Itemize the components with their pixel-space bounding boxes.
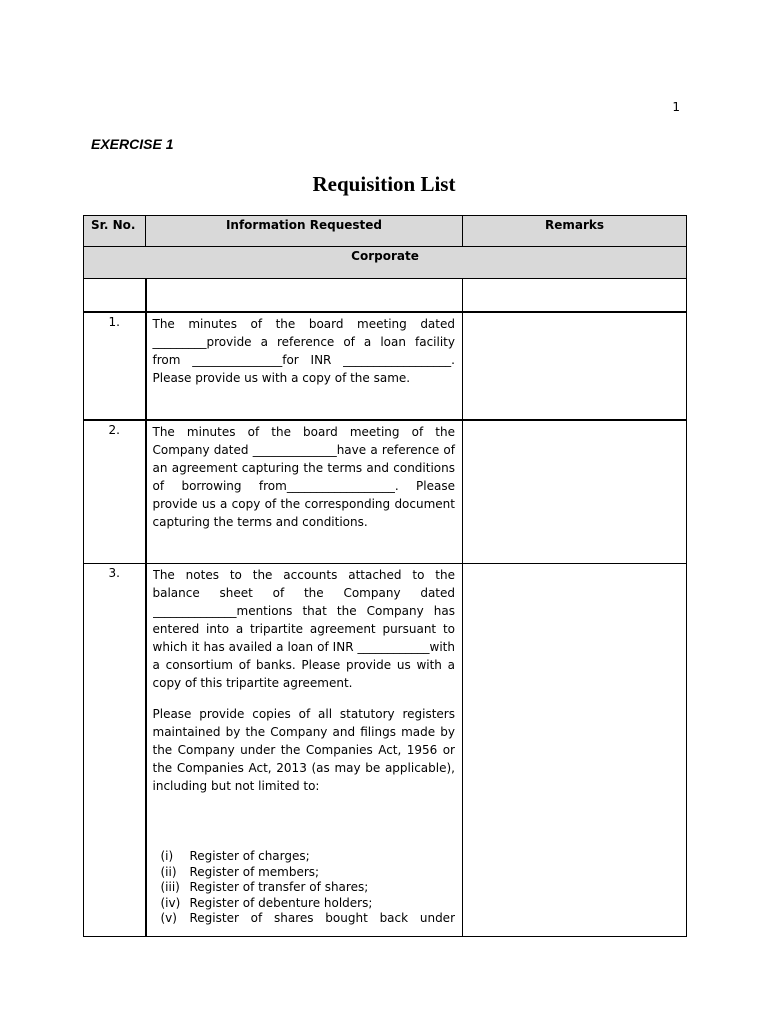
table-row	[84, 564, 687, 937]
blank-row	[84, 279, 687, 313]
list-item-text: Register of debenture holders;	[189, 895, 373, 910]
list-item-text: Register of transfer of shares;	[189, 880, 369, 894]
page-title: Requisition List	[312, 172, 456, 196]
list-item	[153, 911, 456, 927]
row-remarks	[463, 420, 687, 564]
row-information	[146, 420, 463, 564]
list-item-text: Register of shares bought back under	[189, 911, 455, 925]
list-item	[153, 849, 456, 865]
list-item	[153, 880, 456, 896]
list-item-number: (iv)	[160, 895, 181, 910]
blank-cell	[146, 279, 463, 313]
table-header-row	[84, 216, 687, 247]
row-sr-no: 1.	[84, 312, 146, 420]
requisition-table	[83, 215, 687, 937]
statutory-registers-list	[153, 849, 456, 927]
row-information	[146, 312, 463, 420]
table-row	[84, 420, 687, 564]
list-item	[153, 896, 456, 912]
table-row	[84, 312, 687, 420]
header-information-requested: Information Requested	[146, 216, 463, 247]
blank-cell	[463, 279, 687, 313]
list-item-text: Register of members;	[189, 864, 320, 879]
header-remarks: Remarks	[463, 216, 687, 247]
page-number: 1	[672, 100, 680, 114]
blank-cell	[84, 279, 146, 313]
section-row	[84, 247, 687, 279]
section-corporate: Corporate	[84, 247, 687, 279]
row-sr-no: 2.	[84, 420, 146, 564]
list-item-number: (iii)	[160, 880, 180, 894]
row-paragraph: The minutes of the board meeting of the Company dated ______________have a reference of an agreement capturing the terms and conditions of borrowing from__________________. Please provide us a copy of the corresponding document capturing the terms and conditions.	[152, 425, 455, 529]
row-paragraph: The minutes of the board meeting dated _________provide a reference of a loan facility from _______________for INR __________________. Please provide us with a copy of the same.	[152, 317, 455, 385]
list-item-number: (i)	[160, 849, 174, 863]
row-paragraph: The notes to the accounts attached to the balance sheet of the Company dated ______________mentions that the Company has entered into a tripartite agreement pursuant to which it has availed a loan of INR ____________with a consortium of banks. Please provide us with a copy of this tripartite agreement.	[152, 568, 455, 690]
list-item	[153, 865, 456, 881]
row-remarks	[463, 564, 687, 937]
list-item-number: (v)	[160, 911, 177, 925]
list-item-number: (ii)	[160, 864, 177, 879]
row-sr-no: 3.	[84, 564, 146, 937]
row-remarks	[463, 312, 687, 420]
row-information	[146, 564, 463, 937]
list-item-text: Register of charges;	[189, 849, 310, 863]
header-sr-no: Sr. No.	[84, 216, 146, 247]
exercise-label: EXERCISE 1	[91, 136, 174, 152]
row-paragraph: Please provide copies of all statutory registers maintained by the Company and filings made by the Company under the Companies Act, 1956 or the Companies Act, 2013 (as may be applicable), including but not limited to:	[152, 707, 455, 793]
